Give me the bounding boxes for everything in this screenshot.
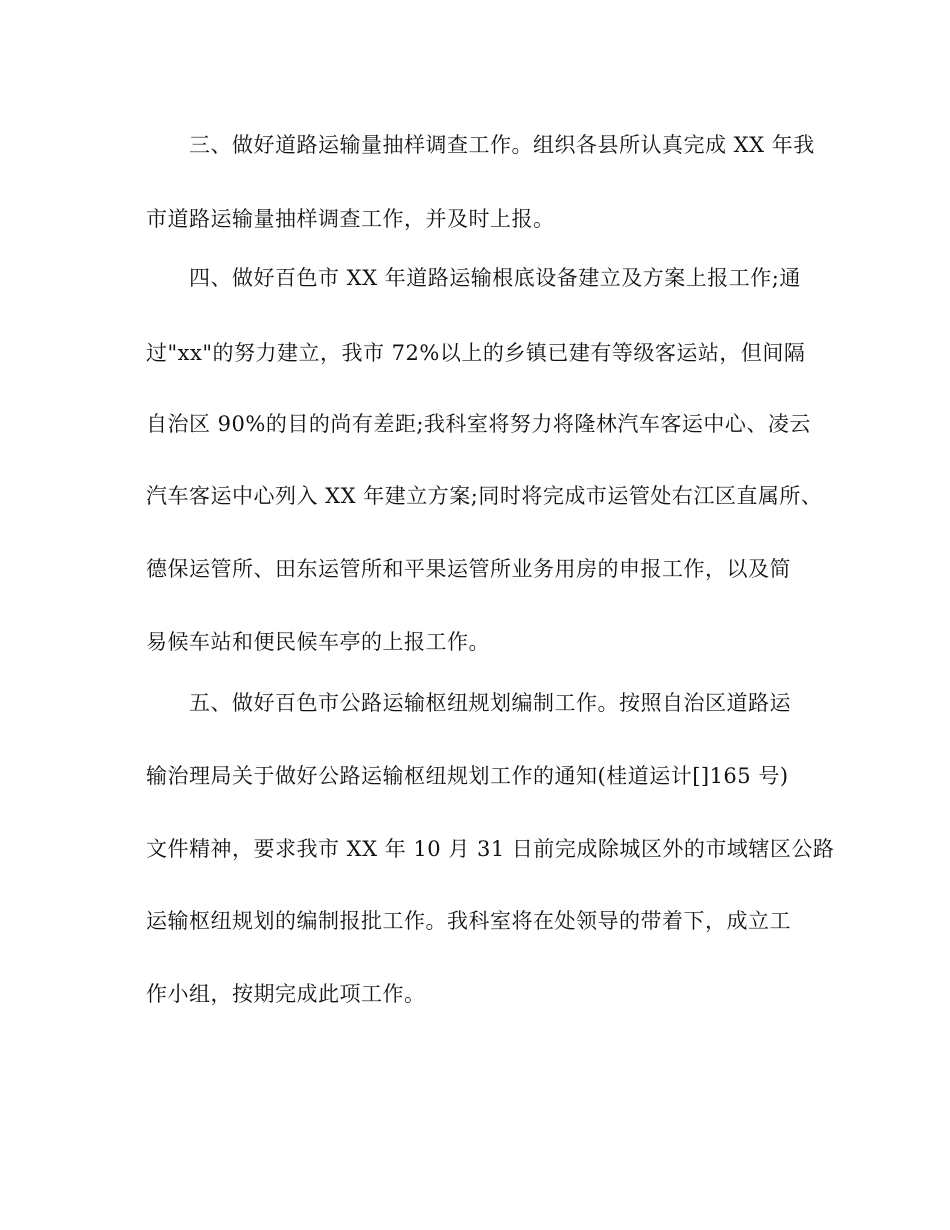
section-5-line-2: 输治理局关于做好公路运输枢纽规划工作的通知(桂道运计[]165 号) [146,764,789,788]
section-5-line-3: 文件精神，要求我市 XX 年 10 月 31 日前完成除城区外的市域辖区公路 [146,837,835,861]
section-5-line-5: 作小组，按期完成此项工作。 [146,982,426,1006]
section-5-line-1: 五、做好百色市公路运输枢纽规划编制工作。按照自治区道路运 [189,691,791,715]
section-3-line-1: 三、做好道路运输量抽样调查工作。组织各县所认真完成 XX 年我 [189,133,815,157]
section-4-line-3: 自治区 90%的目的尚有差距;我科室将努力将隆林汽车客运中心、凌云 [146,412,811,436]
section-4-line-4: 汽车客运中心列入 XX 年建立方案;同时将完成市运管处右江区直属所、 [146,484,823,508]
section-4-line-5: 德保运管所、田东运管所和平果运管所业务用房的申报工作，以及简 [146,557,791,581]
section-4-line-6: 易候车站和便民候车亭的上报工作。 [146,630,490,654]
section-5-line-4: 运输枢纽规划的编制报批工作。我科室将在处领导的带着下，成立工 [146,909,791,933]
section-4-line-2: 过"xx"的努力建立，我市 72%以上的乡镇已建有等级客运站，但间隔 [146,341,806,365]
section-3-line-2: 市道路运输量抽样调查工作，并及时上报。 [146,207,555,231]
section-4-line-1: 四、做好百色市 XX 年道路运输根底设备建立及方案上报工作;通 [189,266,801,290]
